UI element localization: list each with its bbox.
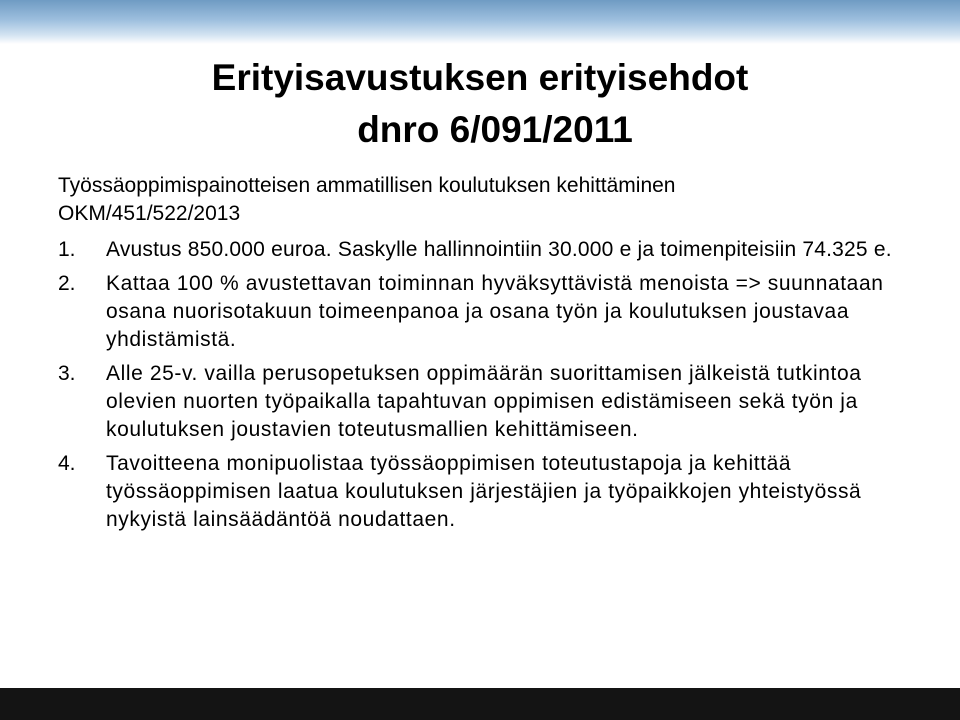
slide-body [58, 172, 918, 540]
slide-title [0, 52, 960, 156]
list-item-2 [58, 270, 918, 354]
list-item-number: 2. [58, 272, 76, 295]
list-item-text: Kattaa 100 % avustettavan toiminnan hyväksyttävistä menoista => suunnataan osana nuorisotakuun toimeenpanoa ja osana työn ja koulutuksen joustavaa yhdistämistä. [106, 272, 884, 351]
list-item-4 [58, 450, 918, 534]
intro-line-1: Työssäoppimispainotteisen ammatillisen koulutuksen kehittäminen [58, 174, 676, 197]
list-item-3 [58, 360, 918, 444]
list-item-number: 3. [58, 362, 76, 385]
intro-line-2: OKM/451/522/2013 [58, 202, 241, 225]
footer-band [0, 688, 960, 720]
list-item-text: Tavoitteena monipuolistaa työssäoppimisen toteutustapoja ja kehittää työssäoppimisen laatua koulutuksen järjestäjien ja työpaikkojen yhteistyössä nykyistä lainsäädäntöä noudattaen. [106, 452, 862, 531]
list-item-text: Alle 25-v. vailla perusopetuksen oppimäärän suorittamisen jälkeistä tutkintoa olevien nuorten työpaikalla tapahtuvan oppimisen edistämiseen sekä työn ja koulutuksen joustavien toteutusmallien kehittämiseen. [106, 362, 862, 441]
list-item-number: 4. [58, 452, 76, 475]
header-gradient-band [0, 0, 960, 44]
title-line-1: Erityisavustuksen erityisehdot [211, 57, 749, 98]
title-line-2: dnro 6/091/2011 [357, 109, 633, 150]
list-item-number: 1. [58, 238, 76, 261]
list-item-text: Avustus 850.000 euroa. Saskylle hallinnointiin 30.000 e ja toimenpiteisiin 74.325 e. [106, 238, 892, 261]
intro-block [58, 172, 918, 228]
list-item-1 [58, 236, 918, 264]
